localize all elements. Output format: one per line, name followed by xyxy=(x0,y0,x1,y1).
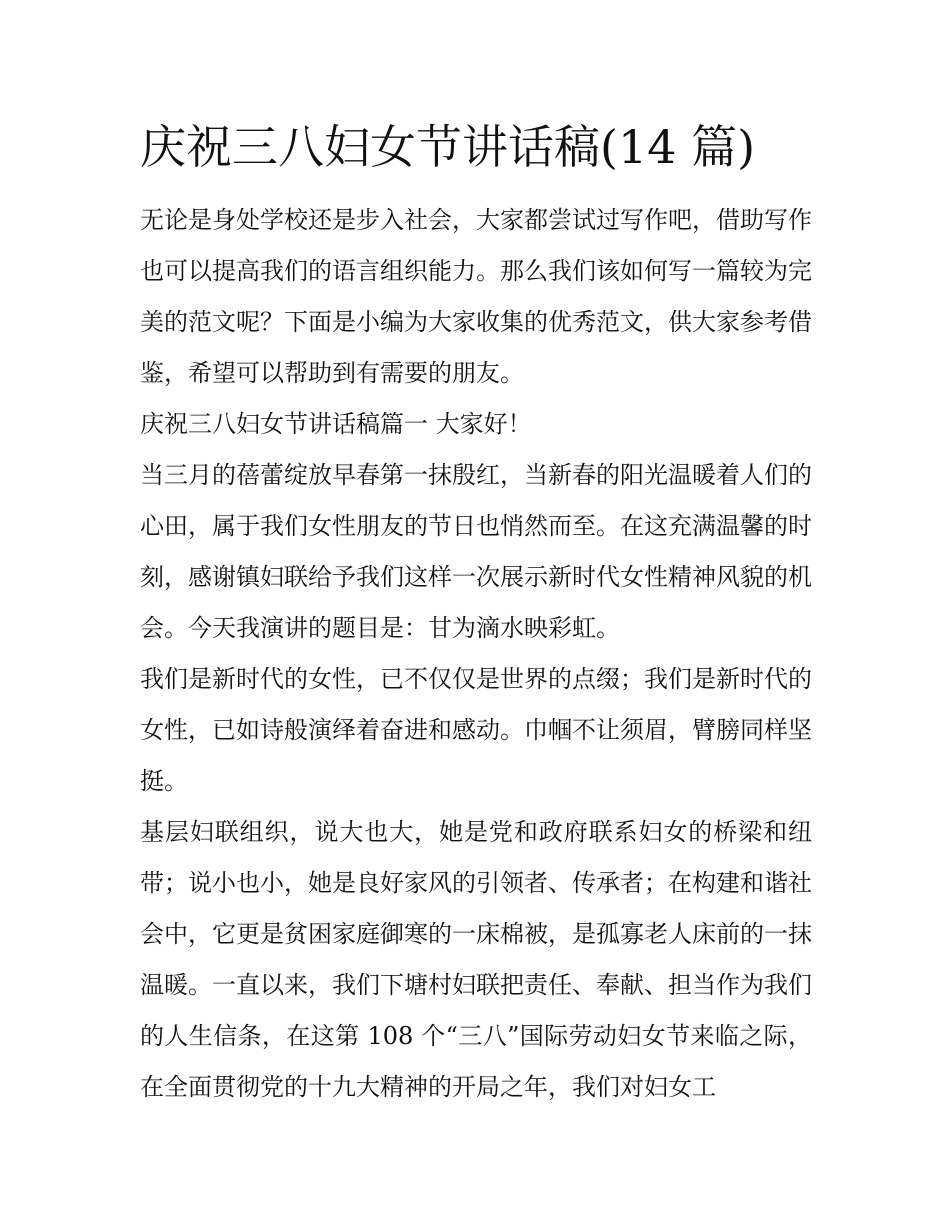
speech-heading-paragraph: 庆祝三八妇女节讲话稿篇一 大家好！ xyxy=(140,410,532,438)
body-paragraph-3: 基层妇联组织，说大也大，她是党和政府联系妇女的桥梁和纽带；说小也小，她是良好家风的引领者、传承者；在构建和谐社会中，它更是贫困家庭御寒的一床棉被，是孤寡老人床前的一抹温暖。一直以来，我们下塘村妇联把责任、奉献、担当作为我们的人生信条，在这第 108 个“三八”国际劳动妇女节来临之际，在全面贯彻党的十九大精神的开局之年，我们对妇女工 xyxy=(140,818,812,1101)
document-title: 庆祝三八妇女节讲话稿(14 篇) xyxy=(140,120,756,174)
document-body xyxy=(140,195,812,1113)
intro-paragraph: 无论是身处学校还是步入社会，大家都尝试过写作吧，借助写作也可以提高我们的语言组织能力。那么我们该如何写一篇较为完美的范文呢？下面是小编为大家收集的优秀范文，供大家参考借鉴，希望可以帮助到有需要的朋友。 xyxy=(140,206,812,387)
body-paragraph-1: 当三月的蓓蕾绽放早春第一抹殷红，当新春的阳光温暖着人们的心田，属于我们女性朋友的节日也悄然而至。在这充满温馨的时刻，感谢镇妇联给予我们这样一次展示新时代女性精神风貌的机会。今天我演讲的题目是：甘为滴水映彩虹。 xyxy=(140,461,812,642)
body-paragraph-2: 我们是新时代的女性，已不仅仅是世界的点缀；我们是新时代的女性，已如诗般演绎着奋进和感动。巾帼不让须眉，臂膀同样坚挺。 xyxy=(140,665,812,795)
